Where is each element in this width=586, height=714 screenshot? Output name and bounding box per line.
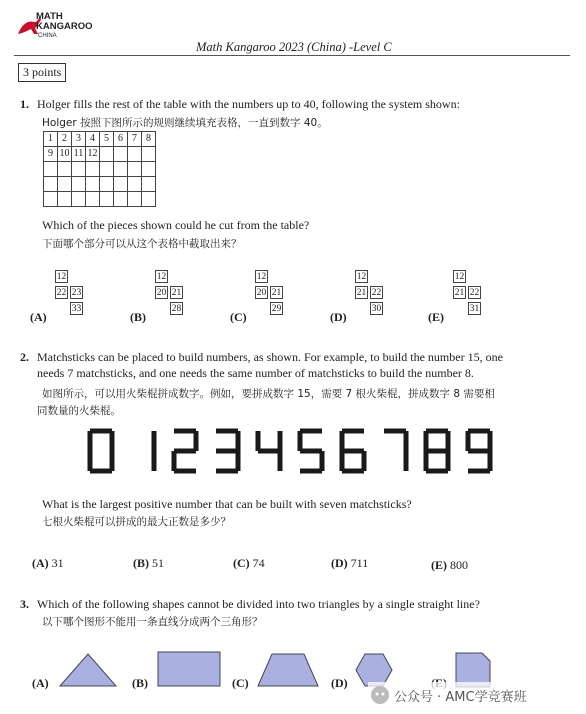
table-row	[44, 162, 156, 177]
table-cell	[58, 192, 72, 207]
q3-option-c-label[interactable]: (C)	[232, 676, 249, 690]
piece-cell: 21	[454, 288, 465, 298]
q1-question-zh: 下面哪个部分可以从这个表格中截取出来？	[42, 238, 242, 250]
piece-cell: 30	[371, 304, 382, 314]
piece-cell: 20	[156, 288, 167, 298]
q2-text-zh-1: 如图所示，可以用火柴棍拼成数字。例如，要拼成数字 15，需要 7 根火柴棍，拼成数字 8 需要相	[42, 388, 495, 400]
q2-question-en: What is the largest positive number that can be built with seven matchsticks?	[42, 497, 412, 511]
q2-option-e[interactable]: (E) 800	[431, 558, 468, 572]
q2-text-en-2: needs 7 matchsticks, and one needs the same number of matchsticks to build the number 8.	[37, 366, 474, 380]
table-row	[44, 132, 156, 147]
page-title: Math Kangaroo 2023 (China) -Level C	[196, 40, 392, 54]
points-badge: 3 points	[18, 63, 66, 82]
option-label: (D)	[330, 310, 347, 324]
table-cell	[58, 177, 72, 192]
piece-cell: 22	[469, 288, 480, 298]
table-cell	[86, 162, 100, 177]
table-cell	[128, 192, 142, 207]
piece-cell: 12	[356, 272, 367, 282]
table-cell: 9	[44, 147, 58, 162]
table-cell	[128, 147, 142, 162]
piece-cell: 22	[56, 288, 67, 298]
matchstick-digit-9	[468, 431, 490, 471]
piece-cell: 12	[156, 272, 167, 282]
table-cell	[72, 192, 86, 207]
table-cell: 2	[58, 132, 72, 147]
q1-question-en: Which of the pieces shown could he cut from the table?	[42, 218, 310, 232]
table-cell	[86, 177, 100, 192]
matchstick-digit-0	[90, 431, 112, 471]
q2-option-a[interactable]: (A) 31	[32, 556, 64, 570]
q1-option-a[interactable]	[30, 270, 110, 324]
matchstick-digit-4	[258, 431, 280, 471]
q2-option-d[interactable]: (D) 711	[331, 556, 369, 570]
table-cell: 1	[44, 132, 58, 147]
table-cell: 6	[114, 132, 128, 147]
trapezoid-shape	[256, 652, 320, 688]
table-cell	[44, 192, 58, 207]
q1-option-d[interactable]	[330, 270, 410, 324]
table-cell: 3	[72, 132, 86, 147]
matchstick-digit-6	[342, 431, 364, 471]
option-label: (B)	[130, 310, 146, 324]
q2-option-c[interactable]: (C) 74	[233, 556, 265, 570]
q1-text-zh: Holger 按照下图所示的规则继续填充表格，一直到数字 40。	[42, 117, 328, 129]
piece-cell: 12	[56, 272, 67, 282]
q1-option-c[interactable]	[230, 270, 310, 324]
table-row	[44, 147, 156, 162]
table-cell	[142, 177, 156, 192]
piece-cell: 33	[71, 304, 82, 314]
piece-cell: 12	[454, 272, 465, 282]
table-cell	[128, 162, 142, 177]
piece-cell: 20	[256, 288, 267, 298]
q3-option-a-label[interactable]: (A)	[32, 676, 49, 690]
table-cell: 8	[142, 132, 156, 147]
q3-text-zh: 以下哪个图形不能用一条直线分成两个三角形？	[42, 616, 263, 628]
table-cell	[100, 177, 114, 192]
matchstick-digit-3	[216, 431, 238, 471]
q2-option-b[interactable]: (B) 51	[133, 556, 164, 570]
logo-line-1: MATH	[36, 11, 63, 22]
table-cell	[44, 162, 58, 177]
table-cell: 4	[86, 132, 100, 147]
table-cell	[142, 147, 156, 162]
piece-cell: 28	[171, 304, 182, 314]
matchstick-digit-2	[174, 431, 196, 471]
rectangle-shape	[157, 651, 221, 687]
q2-question-zh: 七根火柴棍可以拼成的最大正数是多少？	[42, 516, 231, 528]
table-cell	[58, 162, 72, 177]
q1-text-en: Holger fills the rest of the table with the numbers up to 40, following the system shown:	[37, 97, 460, 111]
table-cell	[142, 192, 156, 207]
piece-cell: 22	[371, 288, 382, 298]
q3-text-en: Which of the following shapes cannot be divided into two triangles by a single straight line?	[37, 597, 480, 611]
header-divider	[14, 55, 570, 56]
table-cell	[100, 192, 114, 207]
matchstick-digit-7	[384, 431, 406, 471]
option-label: (E)	[428, 310, 444, 324]
option-label: (A)	[30, 310, 47, 324]
q1-option-b[interactable]	[130, 270, 210, 324]
table-cell	[128, 177, 142, 192]
table-cell: 5	[100, 132, 114, 147]
q2-text-en-1: Matchsticks can be placed to build numbers, as shown. For example, to build the number 15, one	[37, 350, 503, 364]
piece-cell: 23	[71, 288, 82, 298]
piece-cell: 31	[469, 304, 480, 314]
q3-option-d-label[interactable]: (D)	[331, 676, 348, 690]
table-row	[44, 177, 156, 192]
logo-line-2: KANGAROO	[36, 21, 93, 32]
table-cell: 10	[58, 147, 72, 162]
logo	[16, 10, 106, 50]
q3-number: 3.	[20, 597, 29, 611]
wechat-icon	[370, 685, 390, 705]
piece-cell: 12	[256, 272, 267, 282]
table-cell	[114, 162, 128, 177]
matchstick-digit-8	[426, 431, 448, 471]
q1-number: 1.	[20, 97, 29, 111]
table-cell	[114, 177, 128, 192]
number-table	[43, 131, 156, 207]
piece-cell: 21	[271, 288, 282, 298]
table-cell	[142, 162, 156, 177]
table-cell	[100, 162, 114, 177]
table-cell	[100, 147, 114, 162]
piece-cell: 21	[171, 288, 182, 298]
q2-text-zh-2: 同数量的火柴棍。	[37, 405, 121, 417]
q1-option-e[interactable]	[428, 270, 508, 324]
q2-number: 2.	[20, 350, 29, 364]
table-row	[44, 192, 156, 207]
triangle-shape	[58, 652, 118, 688]
piece-cell: 21	[356, 288, 367, 298]
table-cell	[72, 162, 86, 177]
table-cell	[114, 147, 128, 162]
table-cell: 7	[128, 132, 142, 147]
table-cell: 11	[72, 147, 86, 162]
piece-cell: 29	[271, 304, 282, 314]
q3-option-b-label[interactable]: (B)	[132, 676, 148, 690]
logo-line-3: CHINA	[38, 33, 57, 39]
table-cell	[86, 192, 100, 207]
watermark-text: 公众号 · AMC学竞赛班	[394, 690, 527, 705]
option-label: (C)	[230, 310, 247, 324]
watermark	[368, 682, 578, 708]
table-cell	[44, 177, 58, 192]
table-cell	[72, 177, 86, 192]
table-cell: 12	[86, 147, 100, 162]
matchstick-digit-5	[300, 431, 322, 471]
matchstick-digits	[82, 428, 502, 478]
table-cell	[114, 192, 128, 207]
